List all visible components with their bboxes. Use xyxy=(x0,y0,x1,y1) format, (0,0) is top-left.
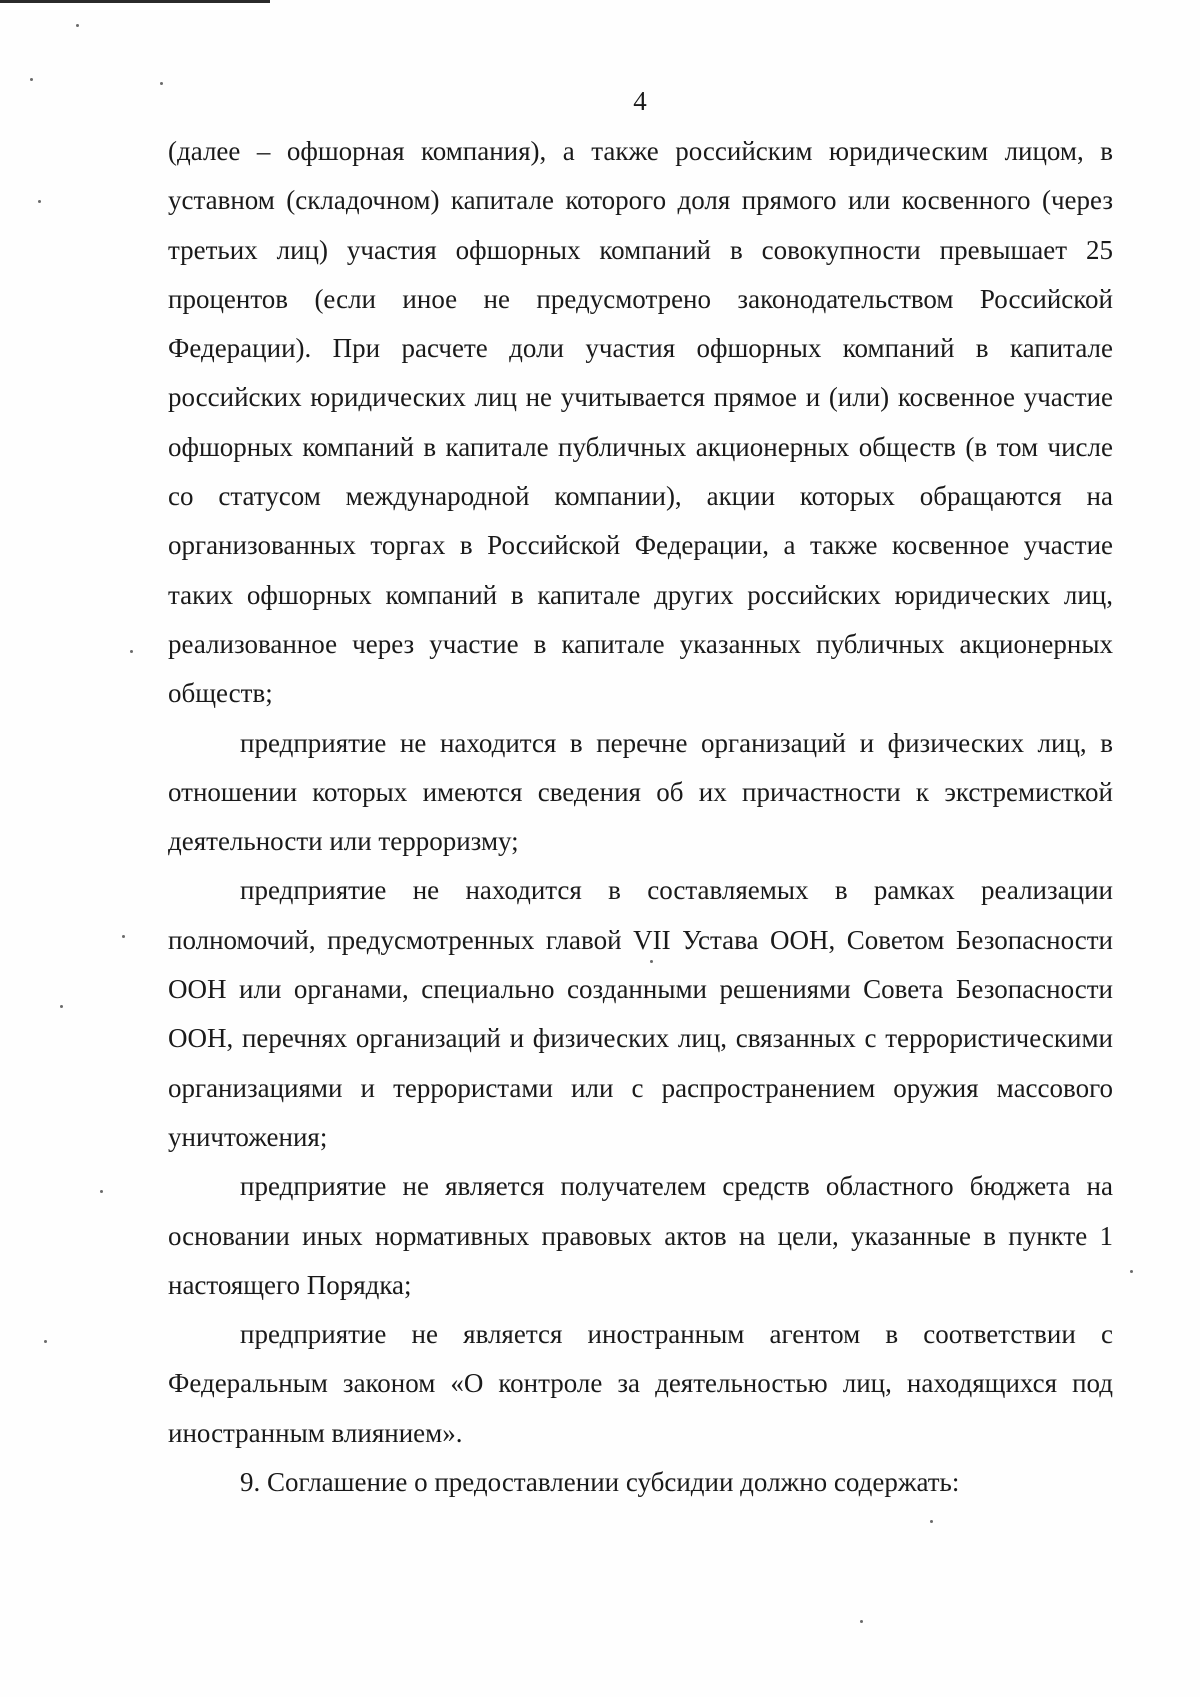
scan-speck xyxy=(76,24,79,27)
scan-speck xyxy=(44,1340,47,1343)
scan-speck xyxy=(130,650,133,653)
paragraph-budget-recipient: предприятие не является получателем средств областного бюджета на основании иных нормативных правовых актов на цели, указанные в пункте 1 настоящего Порядка; xyxy=(168,1171,1113,1300)
scan-speck xyxy=(160,82,163,85)
document-body xyxy=(168,127,1113,1507)
scan-speck xyxy=(650,960,653,963)
scan-speck xyxy=(30,78,33,81)
paragraph-agreement-heading: 9. Соглашение о предоставлении субсидии должно содержать: xyxy=(240,1467,960,1498)
paragraph-offshore-definition: (далее – офшорная компания), а также российским юридическим лицом, в уставном (складочном) капитале которого доля прямого или косвенного (через третьих лиц) участия офшорных компаний в совокупности превышает 25 процентов (если иное не предусмотрено законодательством Российской Федерации). При расчете доли участия офшорных компаний в капитале российских юридических лиц не учитывается прямое и (или) косвенное участие офшорных компаний в капитале публичных акционерных обществ (в том числе со статусом международной компании), акции которых обращаются на организованных торгах в Российской Федерации, а также косвенное участие таких офшорных компаний в капитале других российских юридических лиц, реализованное через участие в капитале указанных публичных акционерных обществ; xyxy=(168,136,1113,709)
page-number: 4 xyxy=(633,86,647,116)
scan-speck xyxy=(1130,1270,1133,1273)
scan-speck xyxy=(60,1005,63,1008)
paragraph-un-security-council: предприятие не находится в составляемых в рамках реализации полномочий, предусмотренных главой VII Устава ООН, Советом Безопасности ООН или органами, специально созданными решениями Совета Безопасности ООН, перечнях организаций и физических лиц, связанных с террористическими организациями и террористами или с распространением оружия массового уничтожения; xyxy=(168,875,1113,1152)
scan-speck xyxy=(100,1190,103,1193)
paragraph-foreign-agent: предприятие не является иностранным агентом в соответствии с Федеральным законом «О контроле за деятельностью лиц, находящихся под иностранным влиянием». xyxy=(168,1319,1113,1448)
scan-speck xyxy=(122,935,125,938)
scan-speck xyxy=(860,1620,863,1623)
scan-edge-line xyxy=(0,0,270,3)
paragraph-extremism-list: предприятие не находится в перечне организаций и физических лиц, в отношении которых имеются сведения об их причастности к экстремисткой деятельности или терроризму; xyxy=(168,727,1113,857)
scan-speck xyxy=(38,200,41,203)
scan-speck xyxy=(930,1520,933,1523)
